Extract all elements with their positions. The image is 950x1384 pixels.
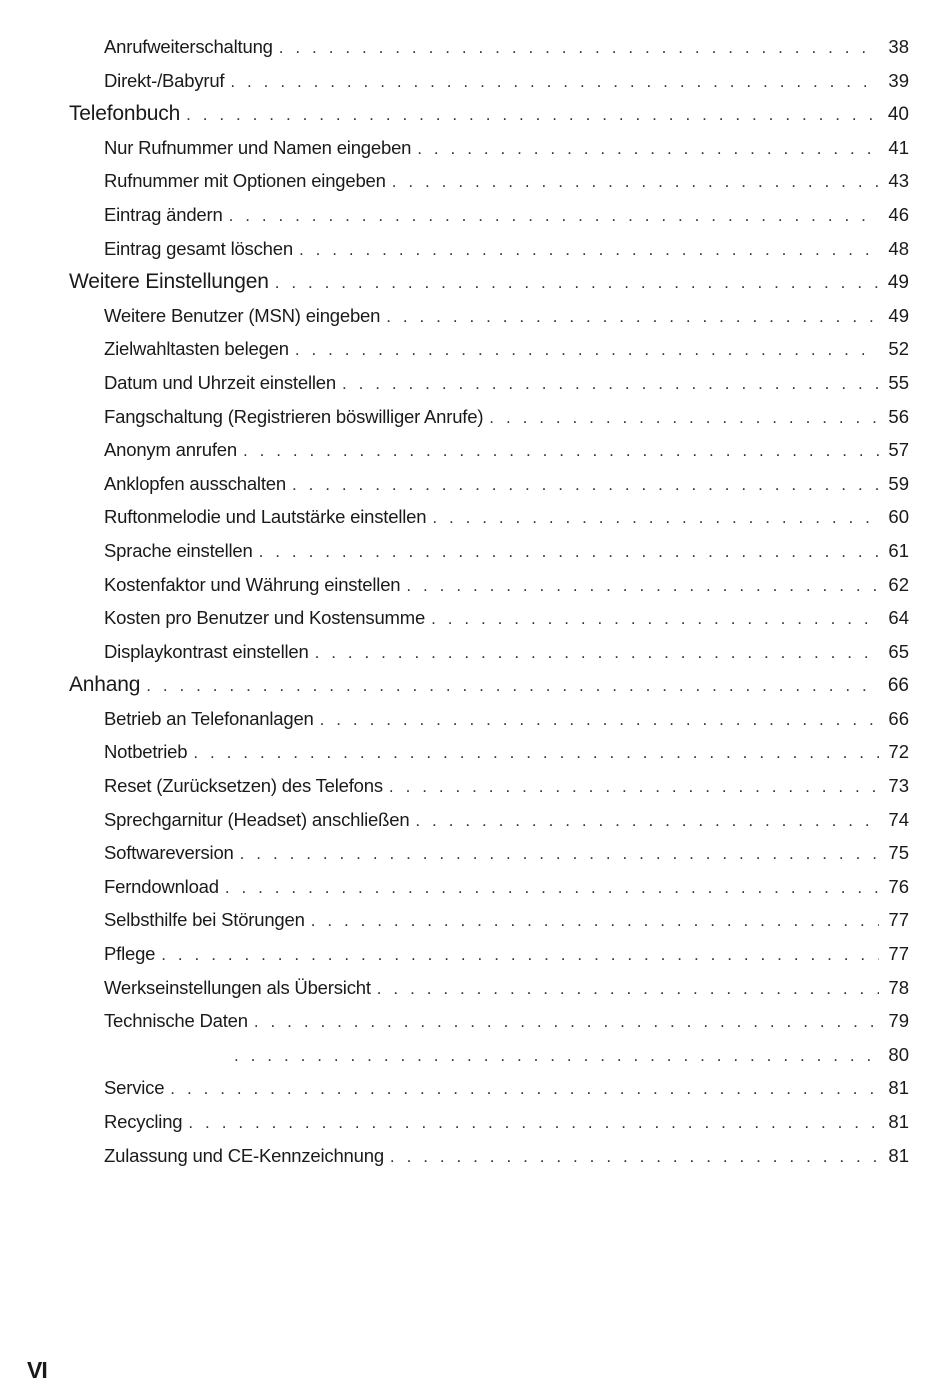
toc-entry-page-number: 41 [888,136,909,158]
toc-dot-leader [279,31,879,65]
toc-subsection-entry[interactable] [104,500,909,534]
page-number: VI [27,1357,47,1383]
toc-dot-leader [406,569,879,603]
toc-entry-title: Betrieb an Telefonanlagen [104,707,314,729]
toc-entry-page-number: 48 [888,237,909,259]
toc-subsection-entry[interactable] [104,1071,909,1105]
toc-entry-page-number: 52 [888,338,909,360]
toc-dot-leader [186,98,879,132]
toc-entry-title: Reset (Zurücksetzen) des Telefons [104,775,383,797]
toc-entry-page-number: 74 [888,808,909,830]
toc-entry-title: Fangschaltung (Registrieren böswilliger Anrufe) [104,405,484,427]
toc-entry-title: Sprechgarnitur (Headset) anschließen [104,808,410,830]
toc-subsection-entry[interactable] [104,568,909,602]
toc-dot-leader [389,770,879,804]
toc-entry-title: Ruftonmelodie und Lautstärke einstellen [104,506,427,528]
toc-entry-title: Zielwahltasten belegen [104,338,289,360]
toc-dot-leader [292,468,879,502]
toc-dot-leader [275,266,879,300]
toc-dot-leader [234,1039,879,1073]
toc-dot-leader [230,65,879,99]
toc-subsection-entry[interactable] [104,601,909,635]
toc-dot-leader [229,199,879,233]
table-of-contents [0,30,950,1172]
toc-entry-page-number: 39 [888,69,909,91]
toc-entry-page-number: 79 [888,1010,909,1032]
toc-dot-leader [193,736,879,770]
toc-subsection-entry[interactable] [104,769,909,803]
toc-subsection-entry[interactable] [104,534,909,568]
toc-dot-leader [489,401,879,435]
toc-entry-title: Werkseinstellungen als Übersicht [104,976,371,998]
toc-entry-title: Pflege [104,943,156,965]
toc-dot-leader [432,501,879,535]
toc-entry-page-number: 76 [888,875,909,897]
toc-dot-leader [377,972,879,1006]
toc-entry-page-number: 46 [888,203,909,225]
toc-entry-title: Selbsthilfe bei Störungen [104,909,305,931]
toc-entry-title: Notbetrieb [104,741,188,763]
toc-subsection-entry[interactable] [104,400,909,434]
toc-dot-leader [392,165,879,199]
toc-entry-page-number: 61 [888,539,909,561]
toc-entry-page-number: 81 [888,1111,909,1132]
toc-entry-title: Direkt-/Babyruf [104,69,225,91]
toc-subsection-entry[interactable] [104,971,909,1005]
toc-entry-page-number: 80 [888,1043,909,1065]
toc-subsection-entry[interactable] [104,1105,909,1139]
toc-subsection-entry[interactable] [104,366,909,400]
toc-dot-leader [320,703,879,737]
toc-subsection-entry[interactable] [104,1038,909,1072]
toc-entry-title: Zulassung und CE-Kennzeichnung [104,1144,384,1166]
toc-subsection-entry[interactable] [104,467,909,501]
toc-subsection-entry[interactable] [104,299,909,333]
toc-subsection-entry[interactable] [104,433,909,467]
toc-entry-page-number: 43 [888,170,909,192]
toc-subsection-entry[interactable] [104,164,909,198]
toc-subsection-entry[interactable] [104,1004,909,1038]
toc-entry-page-number: 56 [888,405,909,427]
toc-entry-title: Anonym anrufen [104,439,237,461]
toc-subsection-entry[interactable] [104,332,909,366]
toc-entry-page-number: 78 [888,976,909,998]
toc-section-entry[interactable] [69,265,909,299]
toc-dot-leader [315,636,879,670]
toc-dot-leader [311,904,879,938]
toc-subsection-entry[interactable] [104,702,909,736]
toc-entry-page-number: 49 [888,304,909,326]
toc-dot-leader [161,938,879,972]
toc-subsection-entry[interactable] [104,635,909,669]
toc-subsection-entry[interactable] [104,1139,909,1173]
toc-section-entry[interactable] [69,668,909,702]
toc-subsection-entry[interactable] [104,735,909,769]
toc-entry-page-number: 75 [888,842,909,864]
toc-section-entry[interactable] [69,97,909,131]
toc-entry-page-number: 73 [888,775,909,797]
toc-entry-page-number: 49 [887,272,909,294]
toc-subsection-entry[interactable] [104,836,909,870]
toc-entry-title: Sprache einstellen [104,539,253,561]
toc-entry-title: Service [104,1077,165,1099]
toc-entry-page-number: 40 [887,104,909,126]
toc-entry-page-number: 65 [888,640,909,662]
toc-dot-leader [188,1106,879,1140]
toc-subsection-entry[interactable] [104,803,909,837]
toc-entry-page-number: 55 [888,371,909,393]
toc-entry-page-number: 77 [888,909,909,931]
toc-entry-title: Softwareversion [104,842,234,864]
toc-entry-page-number: 66 [888,707,909,729]
toc-entry-page-number: 59 [888,472,909,494]
toc-entry-page-number: 66 [887,675,909,697]
toc-entry-title: Rufnummer mit Optionen eingeben [104,170,386,192]
toc-entry-title: Nur Rufnummer und Namen eingeben [104,136,412,158]
toc-entry-title: Telefonbuch [69,102,181,126]
toc-entry-page-number: 72 [888,741,909,763]
toc-entry-title: Anhang [69,673,141,697]
toc-dot-leader [431,602,879,636]
toc-dot-leader [259,535,879,569]
toc-dot-leader [240,837,879,871]
toc-entry-title: Eintrag ändern [104,203,223,225]
toc-entry-page-number: 62 [888,573,909,595]
toc-entry-page-number: 57 [888,439,909,461]
toc-dot-leader [299,233,879,267]
toc-entry-page-number: 77 [888,943,909,965]
toc-dot-leader [225,871,879,905]
toc-entry-title: Recycling [104,1111,183,1132]
toc-entry-page-number: 81 [888,1077,909,1099]
toc-dot-leader [254,1005,879,1039]
toc-entry-title: Ferndownload [104,875,219,897]
toc-subsection-entry[interactable] [104,870,909,904]
toc-entry-title: Technische Daten [104,1010,248,1032]
toc-dot-leader [146,669,879,703]
toc-subsection-entry[interactable] [104,198,909,232]
toc-subsection-entry[interactable] [104,64,909,98]
toc-subsection-entry[interactable] [104,30,909,64]
toc-dot-leader [243,434,879,468]
toc-subsection-entry[interactable] [104,903,909,937]
toc-entry-page-number: 64 [888,607,909,629]
toc-entry-title: Weitere Benutzer (MSN) eingeben [104,304,381,326]
toc-entry-title: Anrufweiterschaltung [104,36,273,57]
toc-dot-leader [295,333,879,367]
toc-dot-leader [386,300,879,334]
toc-entry-title: Displaykontrast einstellen [104,640,309,662]
toc-entry-page-number: 81 [888,1144,909,1166]
toc-subsection-entry[interactable] [104,937,909,971]
toc-subsection-entry[interactable] [104,131,909,165]
toc-entry-title: Kosten pro Benutzer und Kostensumme [104,607,426,629]
toc-entry-title: Kostenfaktor und Währung einstellen [104,573,401,595]
toc-entry-page-number: 38 [888,36,909,57]
toc-entry-title: Weitere Einstellungen [69,270,269,294]
toc-dot-leader [415,804,879,838]
toc-entry-title: Eintrag gesamt löschen [104,237,293,259]
toc-entry-page-number: 60 [888,506,909,528]
toc-dot-leader [390,1140,879,1174]
toc-subsection-entry[interactable] [104,232,909,266]
toc-dot-leader [342,367,879,401]
toc-dot-leader [170,1072,879,1106]
toc-entry-title: Anklopfen ausschalten [104,472,286,494]
toc-dot-leader [417,132,879,166]
toc-entry-title: Datum und Uhrzeit einstellen [104,371,336,393]
